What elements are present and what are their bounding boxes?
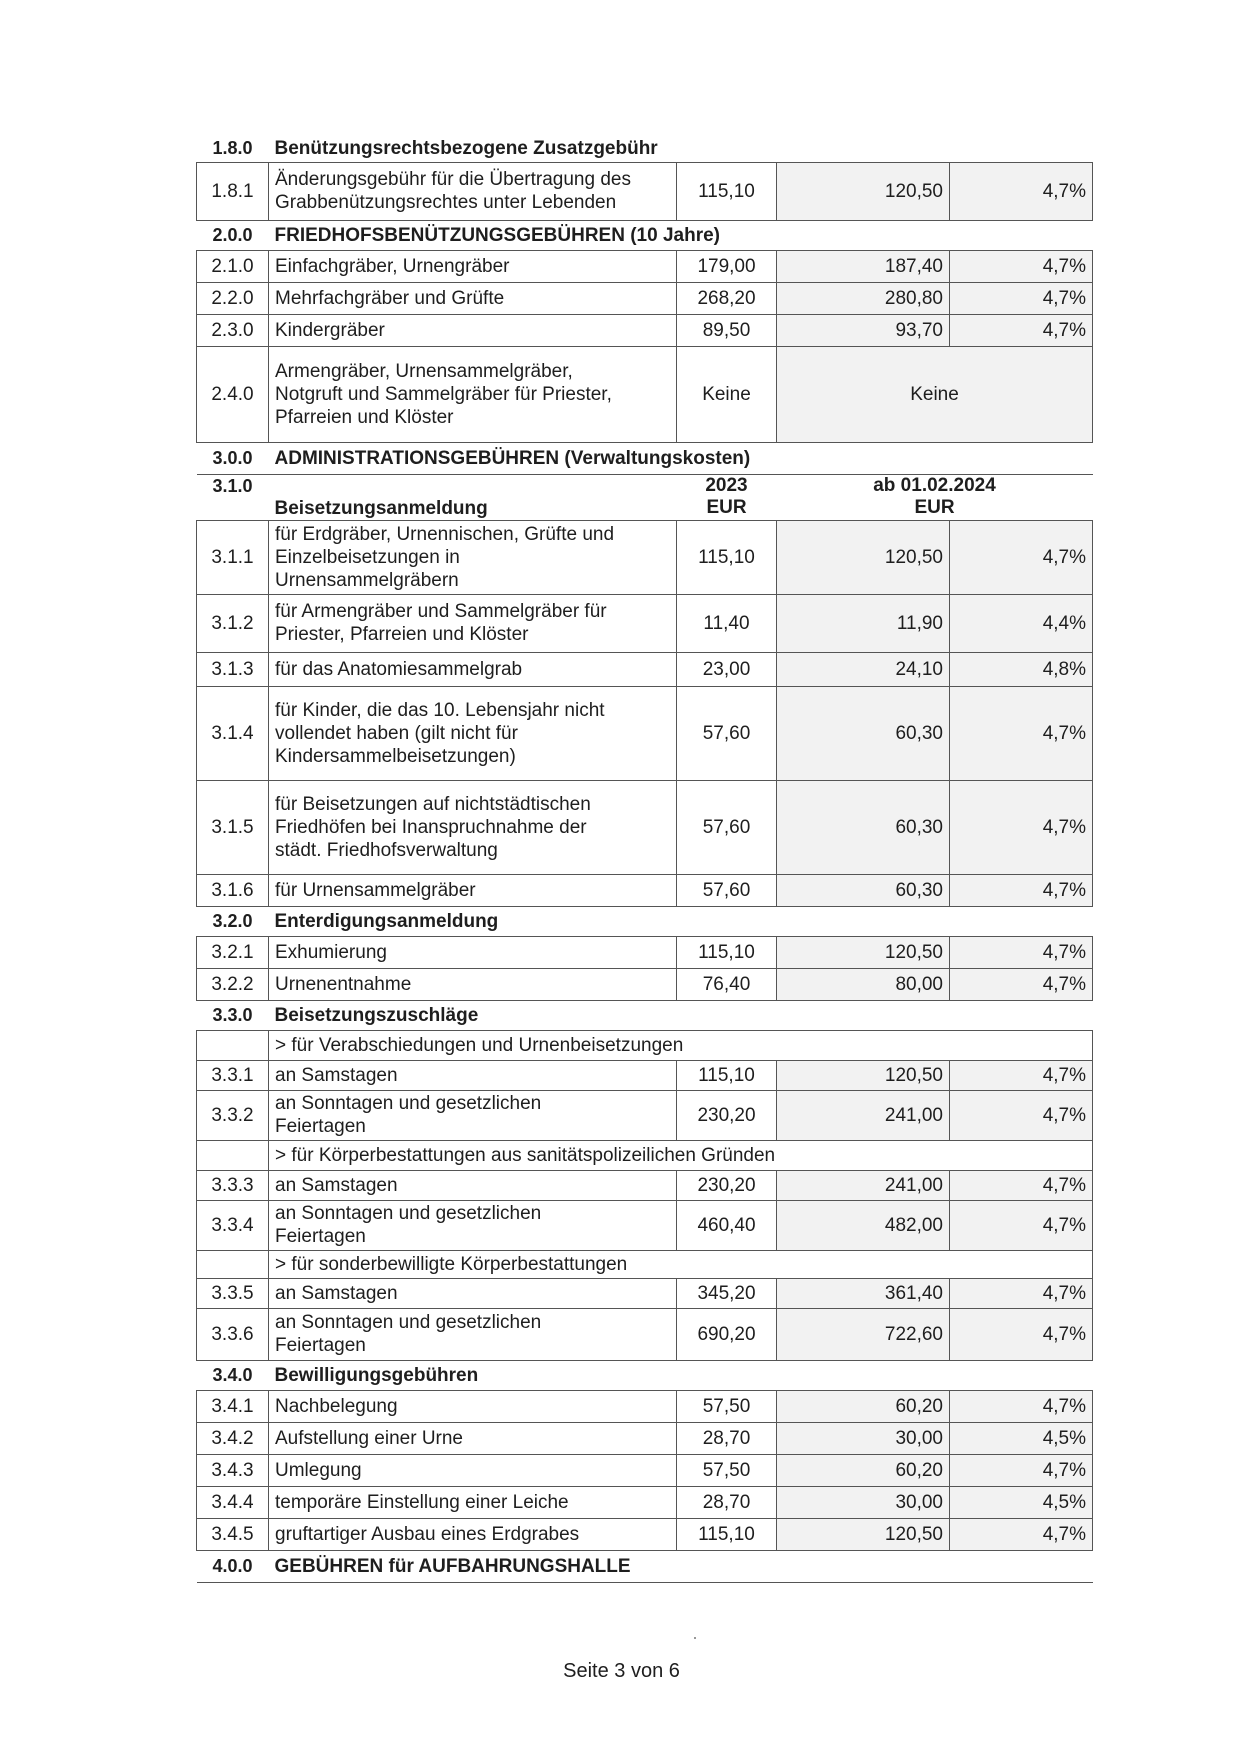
fee-2024: 80,00 xyxy=(777,968,950,1000)
row-code: 3.3.5 xyxy=(197,1278,269,1308)
section-code: 3.1.0 xyxy=(212,475,253,496)
column-header-2024: ab 01.02.2024 EUR xyxy=(873,475,996,518)
row-label: für Beisetzungen auf nichtstädtischen Friedhöfen bei Inanspruchnahme der städt. Friedhofsverwaltung xyxy=(269,780,677,874)
table-row xyxy=(197,1170,1093,1200)
row-label: an Samstagen xyxy=(269,1278,677,1308)
table-row xyxy=(197,1060,1093,1090)
fee-change-percent: 4,7% xyxy=(950,936,1093,968)
subgroup-row xyxy=(197,1250,1093,1278)
fee-2023: 230,20 xyxy=(677,1170,777,1200)
section-title: Beisetzungszuschläge xyxy=(269,1000,1093,1030)
row-label: Änderungsgebühr für die Übertragung des Grabbenützungsrechtes unter Lebenden xyxy=(269,162,677,220)
fee-2023: 57,60 xyxy=(677,686,777,780)
row-label: Einfachgräber, Urnengräber xyxy=(269,250,677,282)
row-code: 3.2.1 xyxy=(197,936,269,968)
row-code: 3.1.5 xyxy=(197,780,269,874)
fee-2023: 115,10 xyxy=(677,1060,777,1090)
fee-change-percent: 4,7% xyxy=(950,250,1093,282)
table-row xyxy=(197,1390,1093,1422)
fee-2023: 28,70 xyxy=(677,1486,777,1518)
section-3-0-0 xyxy=(197,442,1093,474)
fee-2023: 115,10 xyxy=(677,1518,777,1550)
fee-2024: Keine xyxy=(777,346,1093,442)
table-row xyxy=(197,686,1093,780)
fee-2023: 690,20 xyxy=(677,1308,777,1360)
section-3-2-0 xyxy=(197,906,1093,936)
table-row xyxy=(197,250,1093,282)
row-label: Urnenentnahme xyxy=(269,968,677,1000)
row-label: für Armengräber und Sammelgräber für Priester, Pfarreien und Klöster xyxy=(269,594,677,652)
row-code: 3.4.1 xyxy=(197,1390,269,1422)
fee-2023: Keine xyxy=(677,346,777,442)
row-label: gruftartiger Ausbau eines Erdgrabes xyxy=(269,1518,677,1550)
row-code: 3.4.3 xyxy=(197,1454,269,1486)
fee-change-percent: 4,7% xyxy=(950,1308,1093,1360)
fee-2023: 230,20 xyxy=(677,1090,777,1140)
fee-2024: 120,50 xyxy=(777,1518,950,1550)
fee-2023: 460,40 xyxy=(677,1200,777,1250)
table-row xyxy=(197,1518,1093,1550)
fee-change-percent: 4,7% xyxy=(950,1454,1093,1486)
fee-2023: 11,40 xyxy=(677,594,777,652)
section-title: FRIEDHOFSBENÜTZUNGSGEBÜHREN (10 Jahre) xyxy=(269,220,1093,250)
section-title: Beisetzungsanmeldung xyxy=(274,497,488,519)
row-code: 2.1.0 xyxy=(197,250,269,282)
table-row xyxy=(197,1454,1093,1486)
page-number: Seite 3 von 6 xyxy=(563,1660,680,1682)
fee-table xyxy=(196,136,1093,1583)
row-code: 3.3.6 xyxy=(197,1308,269,1360)
table-row xyxy=(197,282,1093,314)
row-label: an Samstagen xyxy=(269,1170,677,1200)
section-code: 3.3.0 xyxy=(197,1000,269,1030)
section-3-4-0 xyxy=(197,1360,1093,1390)
section-title: Bewilligungsgebühren xyxy=(269,1360,1093,1390)
fee-2023: 23,00 xyxy=(677,652,777,686)
table-row xyxy=(197,652,1093,686)
fee-2024: 93,70 xyxy=(777,314,950,346)
row-label: an Sonntagen und gesetzlichen Feiertagen xyxy=(269,1090,677,1140)
row-code: 2.3.0 xyxy=(197,314,269,346)
subgroup-label: > für Körperbestattungen aus sanitätspolizeilichen Gründen xyxy=(269,1140,1093,1170)
fee-change-percent: 4,7% xyxy=(950,1170,1093,1200)
fee-change-percent: 4,4% xyxy=(950,594,1093,652)
fee-2023: 115,10 xyxy=(677,936,777,968)
section-title: GEBÜHREN für AUFBAHRUNGSHALLE xyxy=(269,1550,1093,1582)
row-label: an Samstagen xyxy=(269,1060,677,1090)
fee-2024: 482,00 xyxy=(777,1200,950,1250)
section-2-0-0 xyxy=(197,220,1093,250)
subgroup-label: > für sonderbewilligte Körperbestattungen xyxy=(269,1250,1093,1278)
table-row xyxy=(197,1308,1093,1360)
row-code: 3.2.2 xyxy=(197,968,269,1000)
fee-change-percent: 4,7% xyxy=(950,1200,1093,1250)
row-code: 3.3.3 xyxy=(197,1170,269,1200)
fee-2023: 345,20 xyxy=(677,1278,777,1308)
table-row xyxy=(197,346,1093,442)
row-code: 3.4.5 xyxy=(197,1518,269,1550)
fee-change-percent: 4,7% xyxy=(950,1278,1093,1308)
row-label: Nachbelegung xyxy=(269,1390,677,1422)
scan-speck xyxy=(694,1637,696,1639)
section-code: 4.0.0 xyxy=(197,1550,269,1582)
section-4-0-0 xyxy=(197,1550,1093,1582)
table-row xyxy=(197,1090,1093,1140)
fee-2024: 60,30 xyxy=(777,686,950,780)
table-row xyxy=(197,1200,1093,1250)
row-code: 2.2.0 xyxy=(197,282,269,314)
table-row xyxy=(197,162,1093,220)
fee-2023: 179,00 xyxy=(677,250,777,282)
section-code: 1.8.0 xyxy=(197,136,269,162)
row-code: 3.3.4 xyxy=(197,1200,269,1250)
row-label: Mehrfachgräber und Grüfte xyxy=(269,282,677,314)
row-code: 2.4.0 xyxy=(197,346,269,442)
fee-2024: 60,30 xyxy=(777,780,950,874)
fee-2024: 187,40 xyxy=(777,250,950,282)
fee-2023: 57,60 xyxy=(677,780,777,874)
section-code: 3.2.0 xyxy=(197,906,269,936)
row-code: 3.4.4 xyxy=(197,1486,269,1518)
fee-2024: 30,00 xyxy=(777,1422,950,1454)
column-header-row xyxy=(197,474,1093,520)
section-title: ADMINISTRATIONSGEBÜHREN (Verwaltungskosten) xyxy=(269,442,1093,474)
fee-change-percent: 4,7% xyxy=(950,874,1093,906)
section-title: Enterdigungsanmeldung xyxy=(269,906,1093,936)
fee-change-percent: 4,7% xyxy=(950,1090,1093,1140)
fee-2024: 722,60 xyxy=(777,1308,950,1360)
row-label: Kindergräber xyxy=(269,314,677,346)
fee-2024: 120,50 xyxy=(777,520,950,594)
row-label: an Sonntagen und gesetzlichen Feiertagen xyxy=(269,1200,677,1250)
subgroup-label: > für Verabschiedungen und Urnenbeisetzungen xyxy=(269,1030,1093,1060)
row-label: Exhumierung xyxy=(269,936,677,968)
fee-change-percent: 4,7% xyxy=(950,780,1093,874)
fee-change-percent: 4,7% xyxy=(950,520,1093,594)
section-code: 3.4.0 xyxy=(197,1360,269,1390)
fee-2024: 60,30 xyxy=(777,874,950,906)
fee-2024: 120,50 xyxy=(777,1060,950,1090)
fee-2024: 11,90 xyxy=(777,594,950,652)
row-label: Umlegung xyxy=(269,1454,677,1486)
fee-change-percent: 4,7% xyxy=(950,686,1093,780)
row-label: temporäre Einstellung einer Leiche xyxy=(269,1486,677,1518)
row-code: 3.4.2 xyxy=(197,1422,269,1454)
section-title: Benützungsrechtsbezogene Zusatzgebühr xyxy=(269,136,1093,162)
section-code: 3.0.0 xyxy=(197,442,269,474)
row-label: für Kinder, die das 10. Lebensjahr nicht vollendet haben (gilt nicht für Kindersammelbeisetzungen) xyxy=(269,686,677,780)
fee-change-percent: 4,7% xyxy=(950,282,1093,314)
fee-2024: 30,00 xyxy=(777,1486,950,1518)
row-code: 3.1.2 xyxy=(197,594,269,652)
table-row xyxy=(197,1486,1093,1518)
section-code: 2.0.0 xyxy=(197,220,269,250)
fee-2024: 24,10 xyxy=(777,652,950,686)
table-row xyxy=(197,520,1093,594)
section-3-3-0 xyxy=(197,1000,1093,1030)
fee-2024: 120,50 xyxy=(777,936,950,968)
fee-2023: 28,70 xyxy=(677,1422,777,1454)
fee-2024: 280,80 xyxy=(777,282,950,314)
row-code: 3.3.1 xyxy=(197,1060,269,1090)
table-row xyxy=(197,594,1093,652)
row-code: 3.1.1 xyxy=(197,520,269,594)
fee-2024: 241,00 xyxy=(777,1090,950,1140)
table-row xyxy=(197,780,1093,874)
row-label: für das Anatomiesammelgrab xyxy=(269,652,677,686)
row-code: 3.1.6 xyxy=(197,874,269,906)
fee-2023: 268,20 xyxy=(677,282,777,314)
fee-change-percent: 4,7% xyxy=(950,162,1093,220)
section-1-8-0 xyxy=(197,136,1093,162)
row-code: 3.1.4 xyxy=(197,686,269,780)
row-label: Aufstellung einer Urne xyxy=(269,1422,677,1454)
fee-2023: 57,50 xyxy=(677,1390,777,1422)
fee-change-percent: 4,7% xyxy=(950,314,1093,346)
row-code: 3.3.2 xyxy=(197,1090,269,1140)
row-label: an Sonntagen und gesetzlichen Feiertagen xyxy=(269,1308,677,1360)
table-row xyxy=(197,314,1093,346)
subgroup-row xyxy=(197,1140,1093,1170)
fee-2023: 57,60 xyxy=(677,874,777,906)
fee-change-percent: 4,5% xyxy=(950,1422,1093,1454)
table-row xyxy=(197,968,1093,1000)
fee-change-percent: 4,7% xyxy=(950,1518,1093,1550)
fee-change-percent: 4,7% xyxy=(950,968,1093,1000)
row-label: für Urnensammelgräber xyxy=(269,874,677,906)
fee-change-percent: 4,5% xyxy=(950,1486,1093,1518)
fee-2023: 115,10 xyxy=(677,162,777,220)
fee-2024: 60,20 xyxy=(777,1390,950,1422)
row-code: 3.1.3 xyxy=(197,652,269,686)
table-row xyxy=(197,936,1093,968)
fee-2023: 115,10 xyxy=(677,520,777,594)
table-row xyxy=(197,874,1093,906)
fee-2023: 76,40 xyxy=(677,968,777,1000)
column-header-2023: 2023 EUR xyxy=(705,475,748,518)
table-row xyxy=(197,1278,1093,1308)
row-label: Armengräber, Urnensammelgräber, Notgruft und Sammelgräber für Priester, Pfarreien und Klöster xyxy=(269,346,677,442)
fee-change-percent: 4,7% xyxy=(950,1390,1093,1422)
fee-2024: 241,00 xyxy=(777,1170,950,1200)
fee-2023: 89,50 xyxy=(677,314,777,346)
fee-2024: 120,50 xyxy=(777,162,950,220)
subgroup-row xyxy=(197,1030,1093,1060)
fee-2024: 361,40 xyxy=(777,1278,950,1308)
row-label: für Erdgräber, Urnennischen, Grüfte und Einzelbeisetzungen in Urnensammelgräbern xyxy=(269,520,677,594)
row-code: 1.8.1 xyxy=(197,162,269,220)
fee-change-percent: 4,8% xyxy=(950,652,1093,686)
fee-2023: 57,50 xyxy=(677,1454,777,1486)
table-row xyxy=(197,1422,1093,1454)
fee-2024: 60,20 xyxy=(777,1454,950,1486)
fee-change-percent: 4,7% xyxy=(950,1060,1093,1090)
